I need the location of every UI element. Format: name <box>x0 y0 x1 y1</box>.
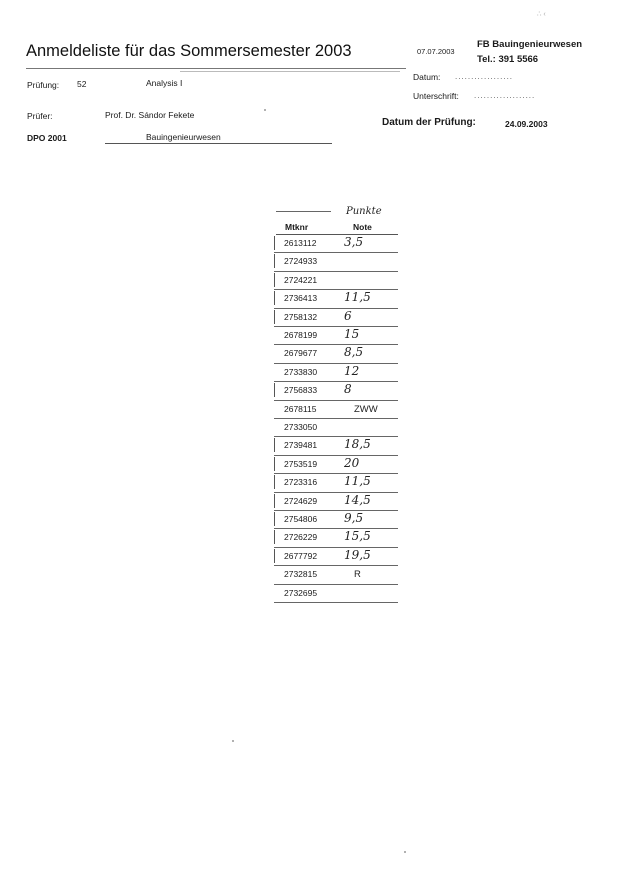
grade-value: 11,5 <box>344 474 371 489</box>
datum-field: .................. <box>455 72 514 81</box>
grade-value: 8,5 <box>344 345 364 360</box>
row-margin-mark <box>274 291 275 305</box>
header-date: 07.07.2003 <box>417 47 455 56</box>
row-margin-mark <box>274 438 275 452</box>
table-row <box>274 400 398 419</box>
matriculation-number: 2733050 <box>284 422 318 432</box>
grade-value: ZWW <box>354 403 378 415</box>
table-row <box>274 492 398 511</box>
grade-value: 11,5 <box>344 290 371 305</box>
table-top-rule <box>276 211 331 212</box>
row-margin-mark <box>274 273 275 287</box>
exam-name: Analysis I <box>146 78 183 88</box>
row-margin-mark <box>274 494 275 508</box>
corner-mark: ∴ ‹ <box>537 11 546 18</box>
column-header-note: Note <box>353 222 372 232</box>
grade-value: R <box>354 569 361 581</box>
grade-value: 18,5 <box>344 437 371 452</box>
matriculation-number: 2724629 <box>284 495 318 506</box>
scan-speck <box>264 109 266 111</box>
table-row <box>274 455 398 474</box>
column-header-mtknr: Mtknr <box>285 222 309 232</box>
matriculation-number: 2754806 <box>284 514 318 524</box>
signature-field: ................... <box>474 91 536 100</box>
table-row <box>274 547 398 566</box>
matriculation-number: 2753519 <box>284 458 318 469</box>
grade-value: 12 <box>344 363 360 378</box>
matriculation-number: 2726229 <box>284 532 318 543</box>
datum-label: Datum: <box>413 72 441 82</box>
table-row <box>274 289 398 308</box>
matriculation-number: 2758132 <box>284 311 318 322</box>
header-rule-secondary <box>180 71 400 72</box>
table-row <box>274 510 398 529</box>
exam-date-label: Datum der Prüfung: <box>382 117 476 128</box>
matriculation-number: 2732695 <box>284 587 318 598</box>
row-margin-mark <box>274 512 275 526</box>
department-phone: Tel.: 391 5566 <box>477 54 539 65</box>
table-row <box>274 363 398 382</box>
table-row <box>274 271 398 290</box>
matriculation-number: 2736413 <box>284 293 318 304</box>
grade-value: 3,5 <box>344 235 364 249</box>
table-row <box>274 234 398 253</box>
table-row <box>274 418 398 437</box>
row-margin-mark <box>274 383 275 397</box>
matriculation-number: 2613112 <box>284 238 317 248</box>
dpo-underline <box>105 143 332 144</box>
matriculation-number: 2739481 <box>284 440 318 451</box>
row-margin-mark <box>274 457 275 471</box>
signature-label: Unterschrift: <box>413 91 459 101</box>
scan-speck <box>232 740 234 742</box>
table-row <box>274 528 398 547</box>
matriculation-number: 2677792 <box>284 550 318 561</box>
table-row <box>274 344 398 363</box>
examiner-name: Prof. Dr. Sándor Fekete <box>105 110 195 120</box>
matriculation-number: 2679677 <box>284 348 318 359</box>
grade-value: 14,5 <box>344 492 371 507</box>
grade-value: 15,5 <box>344 529 371 544</box>
exam-date-value: 24.09.2003 <box>505 119 548 129</box>
page-title: Anmeldeliste für das Sommersemester 2003 <box>26 42 352 60</box>
row-margin-mark <box>274 549 275 563</box>
table-row <box>274 326 398 345</box>
exam-label: Prüfung: <box>27 80 60 90</box>
row-margin-mark <box>274 475 275 489</box>
examiner-label: Prüfer: <box>27 111 53 121</box>
exam-number: 52 <box>77 79 87 89</box>
table-row <box>274 565 398 584</box>
grade-value: 15 <box>344 327 360 341</box>
dpo-value: Bauingenieurwesen <box>146 132 221 142</box>
matriculation-number: 2678199 <box>284 330 318 340</box>
dpo-label: DPO 2001 <box>27 133 67 143</box>
matriculation-number: 2724933 <box>284 256 318 267</box>
table-row <box>274 436 398 455</box>
table-row <box>274 308 398 327</box>
grade-value: 8 <box>344 382 352 397</box>
grade-value: 19,5 <box>344 547 371 562</box>
row-margin-mark <box>274 254 275 268</box>
department-name: FB Bauingenieurwesen <box>477 39 583 50</box>
table-row <box>274 252 398 271</box>
grade-value: 6 <box>344 308 352 323</box>
row-margin-mark <box>274 236 275 250</box>
matriculation-number: 2724221 <box>284 274 318 285</box>
table-row <box>274 584 398 603</box>
matriculation-number: 2733830 <box>284 366 318 377</box>
header-rule <box>26 68 406 69</box>
row-margin-mark <box>274 530 275 544</box>
table-row <box>274 381 398 400</box>
matriculation-number: 2678115 <box>284 403 317 414</box>
scan-speck <box>404 851 406 853</box>
matriculation-number: 2732815 <box>284 569 318 580</box>
table-row <box>274 473 398 492</box>
matriculation-number: 2756833 <box>284 385 318 396</box>
grade-value: 9,5 <box>344 511 364 525</box>
matriculation-number: 2723316 <box>284 477 318 488</box>
punkte-header: Punkte <box>346 206 382 217</box>
grade-value: 20 <box>344 455 360 470</box>
row-margin-mark <box>274 310 275 324</box>
